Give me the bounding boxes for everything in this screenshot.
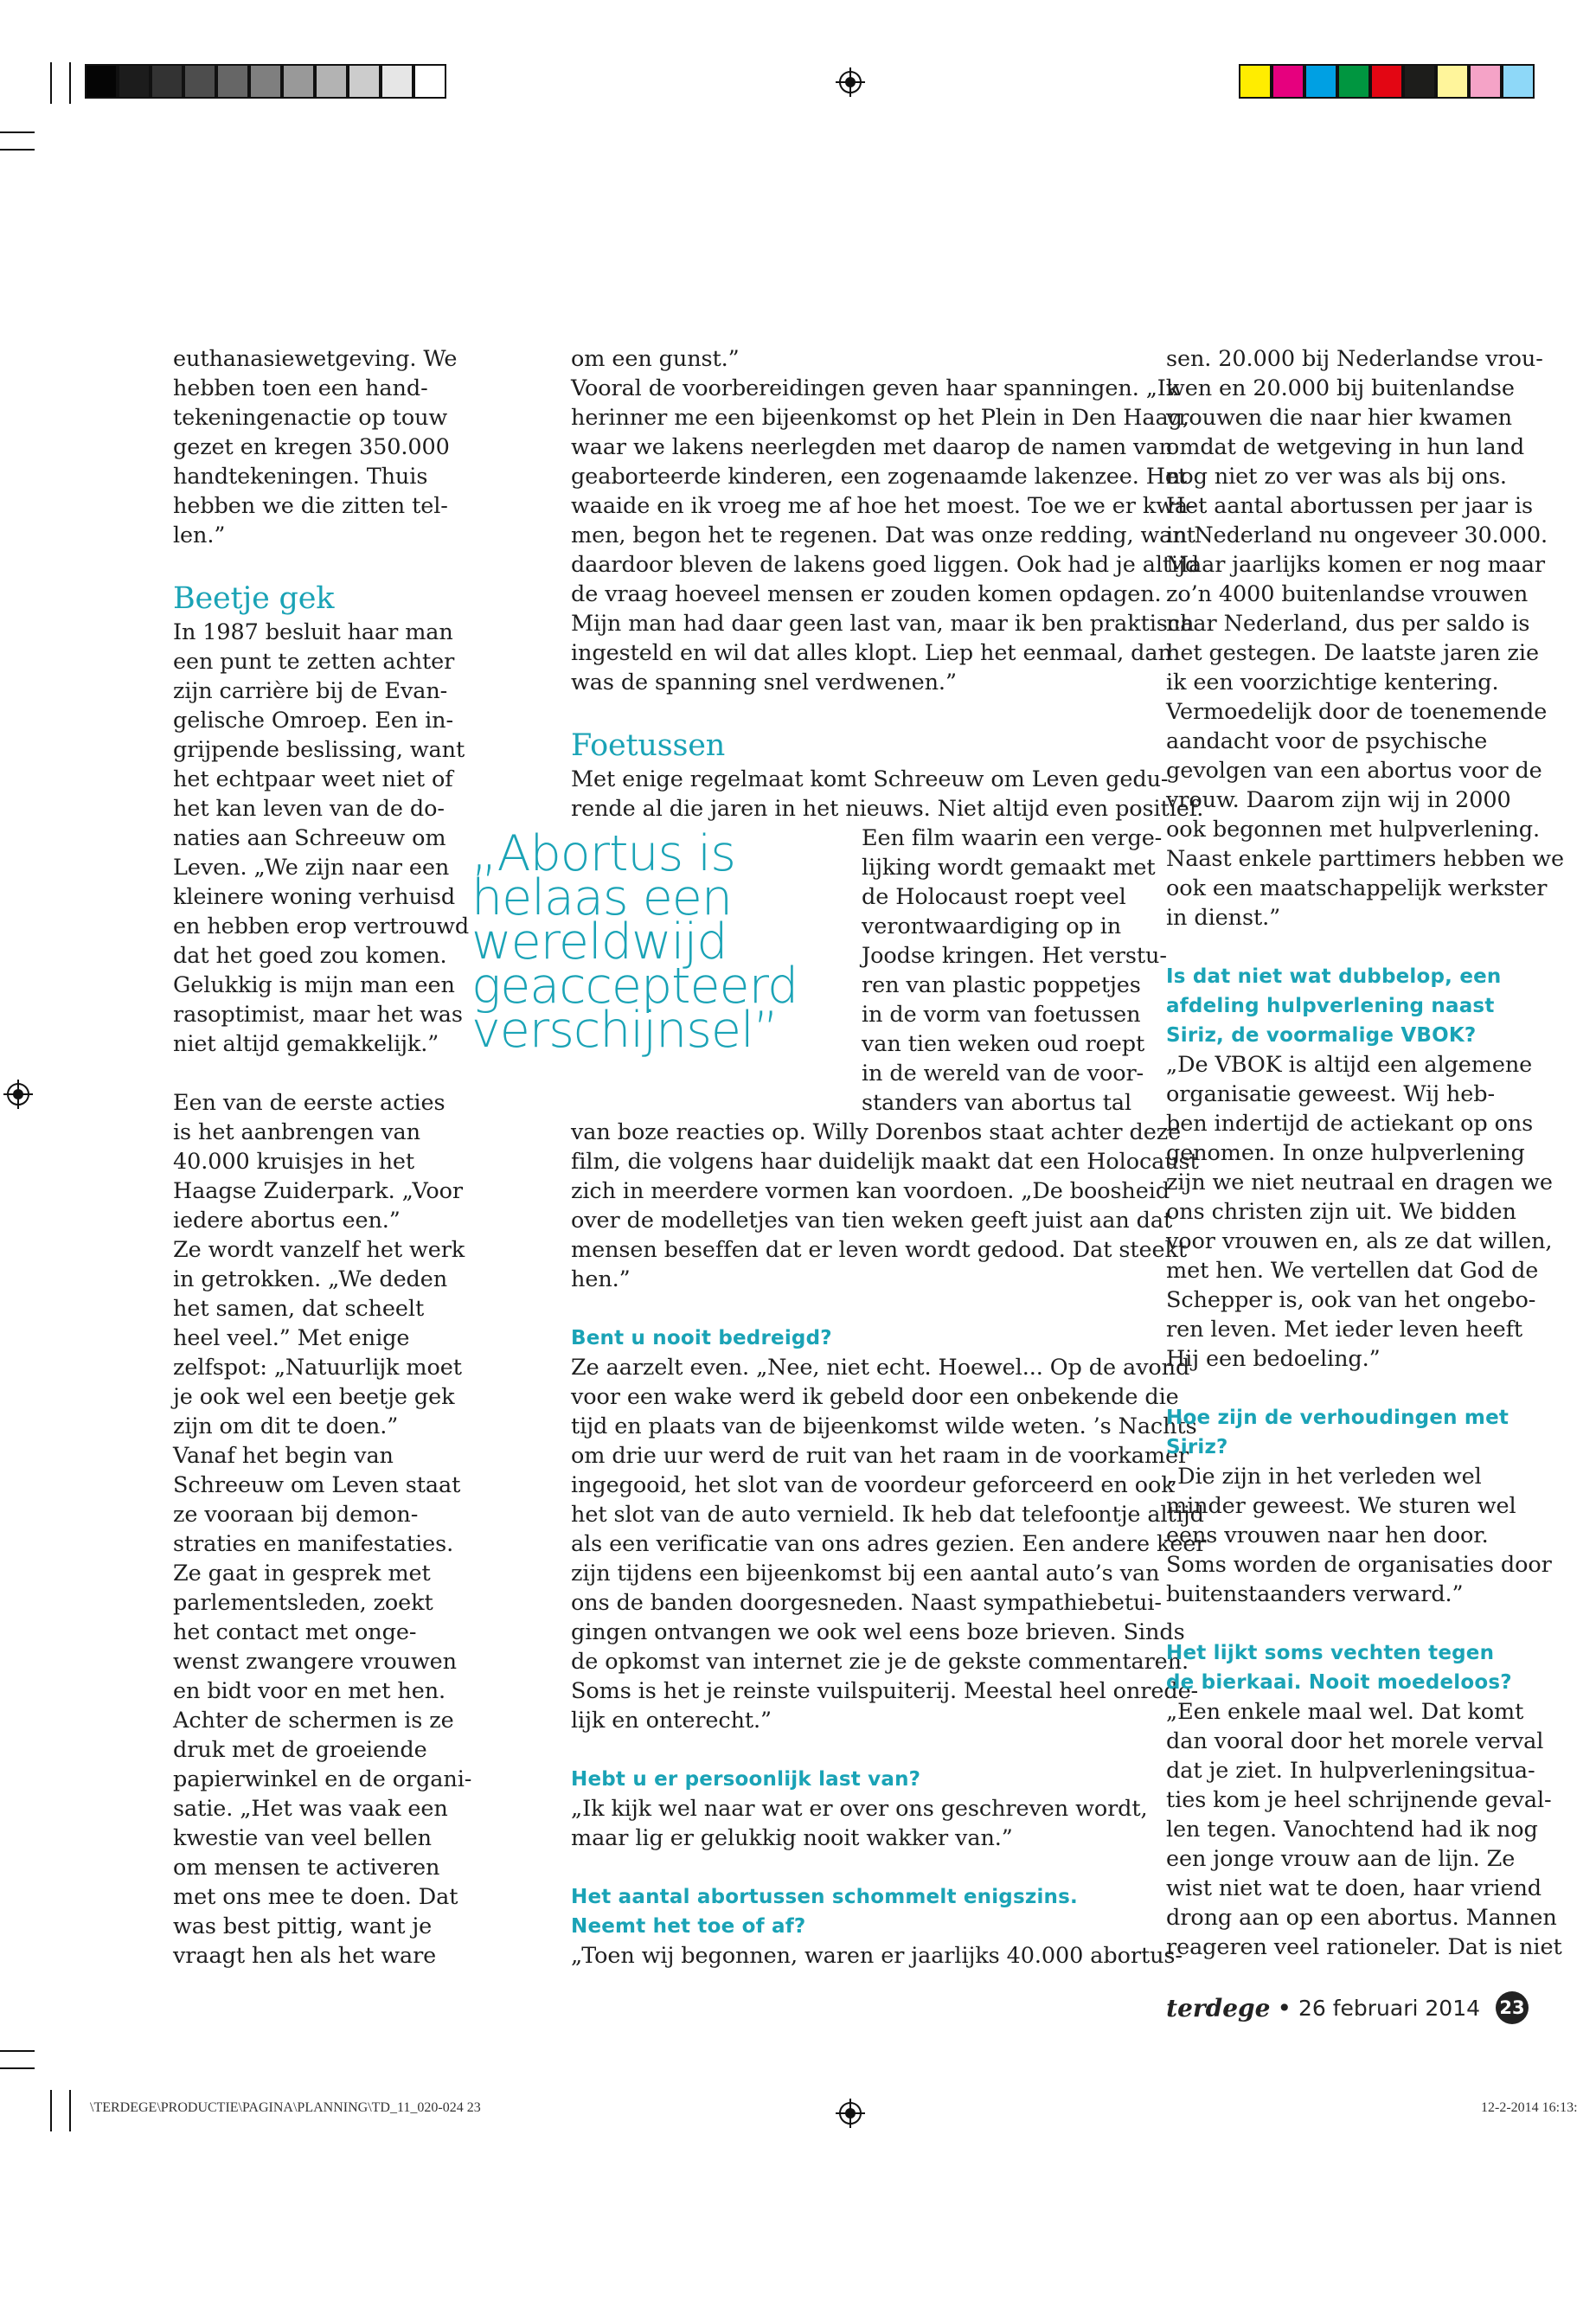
text-line: handtekeningen. Thuis [173,464,428,490]
text-line: herinner me een bijeenkomst op het Plein in Den Haag, [571,405,1189,431]
text-line: zijn carrière bij de Evan- [173,678,448,704]
interview-question [571,1765,1142,1794]
text-line: en bidt voor en met hen. [173,1678,446,1704]
text-line: „De VBOK is altijd een algemene [1166,1052,1533,1078]
text-line: „Een enkele maal wel. Dat komt [1166,1699,1524,1725]
text-line: Hij een bedoeling.” [1166,1346,1381,1372]
text-line: drong aan op een abortus. Mannen [1166,1905,1557,1931]
pull-quote-line: verschijnsel” [471,1002,779,1059]
text-line: de vraag hoeveel mensen er zouden komen opdagen. [571,581,1162,607]
text-line: Gelukkig is mijn man een [173,972,455,998]
text-line: het contact met onge- [173,1619,417,1645]
text-line: film, die volgens haar duidelijk maakt dat een Holocaust [571,1149,1199,1175]
interview-question [1166,1403,1529,1462]
text-line: het echtpaar weet niet of [173,766,453,792]
interview-answer [571,1941,1183,1971]
color-swatch [1436,64,1469,99]
question-line: Siriz, de voormalige VBOK? [1166,1024,1477,1047]
body-paragraph [571,765,1204,824]
text-line: Vooral de voorbereidingen geven haar spanningen. „Ik [571,375,1180,401]
text-line: om mensen te activeren [173,1855,440,1881]
text-line: kwestie van veel bellen [173,1825,432,1851]
question-line: Hebt u er persoonlijk last van? [571,1768,921,1791]
color-swatch [1304,64,1337,99]
text-line: Ze wordt vanzelf het werk [173,1237,465,1263]
text-line: verontwaardiging op in [862,913,1122,939]
text-line: heel veel.” Met enige [173,1325,410,1351]
text-line: In 1987 besluit haar man [173,619,453,645]
issue-date: 26 februari 2014 [1298,1995,1480,2021]
page-number: 23 [1496,1991,1529,2024]
text-line: zijn we niet neutraal en dragen we [1166,1170,1553,1195]
text-line: en hebben erop vertrouwd [173,913,470,939]
footer-separator: • [1277,1993,1292,2022]
text-line: om drie uur werd de ruit van het raam in de voorkamer [571,1443,1189,1469]
text-line: dat het goed zou komen. [173,943,447,969]
text-line: len.” [173,522,226,548]
color-swatch [118,64,151,99]
text-line: om een gunst.” [571,346,740,372]
text-line: Vanaf het begin van [173,1443,394,1469]
text-line: Leven. „We zijn naar een [173,855,450,881]
text-line: wenst zwangere vrouwen [173,1649,457,1675]
body-paragraph [571,344,1200,697]
article-column-1 [173,344,472,1971]
page-footer [1166,1991,1529,2024]
color-swatch [1502,64,1535,99]
text-line: met ons mee te doen. Dat [173,1884,458,1910]
text-line: Maar jaarlijks komen er nog maar [1166,552,1545,578]
color-swatch [1272,64,1304,99]
text-line: hebben toen een hand- [173,375,428,401]
text-line: len tegen. Vanochtend had ik nog [1166,1817,1538,1843]
text-line: Naast enkele parttimers hebben we [1166,846,1564,872]
article-column-3 [1166,344,1564,1962]
text-line: euthanasiewetgeving. We [173,346,458,372]
text-line: grijpende beslissing, want [173,737,465,763]
text-line: ren leven. Met ieder leven heeft [1166,1317,1523,1343]
color-swatch [315,64,348,99]
body-paragraph [173,1088,472,1971]
text-line: gelische Omroep. Een in- [173,708,453,734]
text-line: de Holocaust roept veel [862,884,1126,910]
text-line: waaide en ik vroeg me af hoe het moest. Toe we er kwa- [571,493,1195,519]
interview-answer [1166,1697,1562,1962]
text-line: gingen ontvangen we ook wel eens boze brieven. Sinds [571,1619,1185,1645]
grayscale-color-bar [85,64,446,99]
text-line: in dienst.” [1166,905,1281,931]
text-line: hen.” [571,1266,631,1292]
text-line: Een van de eerste acties [173,1090,445,1116]
color-swatch [1337,64,1370,99]
text-line: voor een wake werd ik gebeld door een onbekende die [571,1384,1179,1410]
crop-mark [0,131,35,133]
color-swatch [1469,64,1502,99]
text-line: met hen. We vertellen dat God de [1166,1258,1539,1284]
text-line: men, begon het te regenen. Dat was onze redding, want [571,522,1195,548]
text-line: kleinere woning verhuisd [173,884,456,910]
text-line: mensen beseffen dat er leven wordt gedood. Dat steekt [571,1237,1187,1263]
text-line: Schreeuw om Leven staat [173,1472,461,1498]
text-line: aandacht voor de psychische [1166,728,1488,754]
color-swatch [151,64,183,99]
text-line: ons christen zijn uit. We bidden [1166,1199,1516,1225]
text-line: je ook wel een beetje gek [173,1384,455,1410]
text-line: satie. „Het was vaak een [173,1796,448,1822]
registration-mark-icon [836,2099,865,2128]
color-swatch [1403,64,1436,99]
text-line: ren van plastic poppetjes [862,972,1141,998]
text-line: van boze reacties op. Willy Dorenbos staat achter deze [571,1119,1182,1145]
text-line: wen en 20.000 bij buitenlandse [1166,375,1515,401]
text-line: genomen. In onze hulpverlening [1166,1140,1525,1166]
text-line: is het aanbrengen van [173,1119,420,1145]
slug-timestamp: 12-2-2014 16:13: [1481,2100,1578,2115]
text-line: maar lig er gelukkig nooit wakker van.” [571,1825,1013,1851]
text-line: ingegooid, het slot van de voordeur geforceerd en ook [571,1472,1175,1498]
color-swatch [348,64,381,99]
question-line: afdeling hulpverlening naast [1166,995,1495,1017]
question-line: Neemt het toe of af? [571,1915,806,1938]
text-line: tekeningenactie op touw [173,405,448,431]
question-line: Bent u nooit bedreigd? [571,1327,832,1349]
text-line: vraagt hen als het ware [173,1943,437,1969]
text-line: daardoor bleven de lakens goed liggen. Ook had je altijd [571,552,1200,578]
text-line: rasoptimist, maar het was [173,1002,463,1028]
text-line: rende al die jaren in het nieuws. Niet altijd even positief. [571,796,1204,822]
text-line: „Die zijn in het verleden wel [1166,1464,1482,1490]
crop-mark [0,149,35,151]
text-line: zijn tijdens een bijeenkomst bij een aantal auto’s van [571,1561,1160,1586]
pull-quote-line: geaccepteerd [471,958,798,1015]
text-line: niet altijd gemakkelijk.” [173,1031,439,1057]
text-line: zijn om dit te doen.” [173,1413,399,1439]
text-line: nog niet zo ver was als bij ons. [1166,464,1507,490]
text-line: vrouw. Daarom zijn wij in 2000 [1166,787,1511,813]
text-line: ook een maatschappelijk werkster [1166,875,1548,901]
text-line: Ze aarzelt even. „Nee, niet echt. Hoewel... Op de avond [571,1355,1190,1381]
text-line: lijk en onterecht.” [571,1708,772,1734]
text-line: zich in meerdere vormen kan voordoen. „De boosheid [571,1178,1170,1204]
interview-answer [1166,1462,1552,1609]
pull-quote-line: wereldwijd [471,913,727,971]
slug-file-path: \TERDEGE\PRODUCTIE\PAGINA\PLANNING\TD_11_020-024 23 [90,2100,481,2115]
interview-answer [571,1794,1148,1853]
text-line: gevolgen van een abortus voor de [1166,758,1542,784]
text-line: ons de banden doorgesneden. Naast sympathiebetui- [571,1590,1162,1616]
text-line: de opkomst van internet zie je de gekste commentaren. [571,1649,1189,1675]
text-line: van tien weken oud roept [862,1031,1145,1057]
text-line: eens vrouwen naar hen door. [1166,1522,1489,1548]
text-line: standers van abortus tal [862,1090,1132,1116]
text-line: Het aantal abortussen per jaar is [1166,493,1534,519]
body-paragraph [571,1118,1199,1294]
text-line: naties aan Schreeuw om [173,825,446,851]
color-swatch [413,64,446,99]
text-line: het gestegen. De laatste jaren zie [1166,640,1539,666]
text-line: Mijn man had daar geen last van, maar ik ben praktisch [571,611,1195,637]
registration-mark-icon [836,67,865,97]
text-line: Haagse Zuiderpark. „Voor [173,1178,463,1204]
text-line: „Ik kijk wel naar wat er over ons geschreven wordt, [571,1796,1148,1822]
question-line: de bierkaai. Nooit moedeloos? [1166,1671,1512,1694]
text-line: in Nederland nu ongeveer 30.000. [1166,522,1548,548]
text-line: het kan leven van de do- [173,796,445,822]
text-line: Soms worden de organisaties door [1166,1552,1552,1578]
text-line: straties en manifestaties. [173,1531,454,1557]
color-swatch [381,64,413,99]
text-line: voor vrouwen en, als ze dat willen, [1166,1228,1553,1254]
crop-mark [0,2050,35,2052]
question-line: Hoe zijn de verhoudingen met [1166,1407,1509,1429]
color-swatch [282,64,315,99]
text-line: druk met de groeiende [173,1737,427,1763]
crop-mark [50,2090,52,2131]
text-line: iedere abortus een.” [173,1208,401,1234]
text-line: gezet en kregen 350.000 [173,434,450,460]
text-line: over de modelletjes van tien weken geeft juist aan dat [571,1208,1173,1234]
text-line: geaborteerde kinderen, een zogenaamde lakenzee. Het [571,464,1188,490]
text-line: minder geweest. We sturen wel [1166,1493,1516,1519]
body-paragraph [173,618,470,1059]
color-swatch [216,64,249,99]
interview-question [571,1324,1142,1353]
text-line: zo’n 4000 buitenlandse vrouwen [1166,581,1529,607]
body-paragraph [1166,344,1564,933]
registration-mark-icon [3,1080,33,1109]
text-line: ties kom je heel schrijnende geval- [1166,1787,1552,1813]
color-swatch [85,64,118,99]
text-line: zelfspot: „Natuurlijk moet [173,1355,462,1381]
text-line: papierwinkel en de organi- [173,1766,472,1792]
text-line: ook begonnen met hulpverlening. [1166,817,1541,843]
pull-quote-line: helaas een [471,869,732,926]
text-line: Achter de schermen is ze [173,1708,454,1734]
text-line: dan vooral door het morele verval [1166,1728,1544,1754]
text-line: Met enige regelmaat komt Schreeuw om Leven gedu- [571,766,1169,792]
crop-mark [50,62,52,104]
text-line: ben indertijd de actiekant op ons [1166,1111,1534,1137]
text-line: een punt te zetten achter [173,649,455,675]
text-line: het slot van de auto vernield. Ik heb dat telefoontje altijd [571,1502,1204,1528]
text-line: organisatie geweest. Wij heb- [1166,1081,1495,1107]
section-heading: Foetussen [571,728,726,763]
text-line: tijd en plaats van de bijeenkomst wilde weten. ’s Nachts [571,1413,1197,1439]
color-swatch [1239,64,1272,99]
text-line: Een film waarin een verge- [862,825,1163,851]
text-line: Ze gaat in gesprek met [173,1561,431,1586]
text-line: als een verificatie van ons adres gezien. Een andere keer [571,1531,1207,1557]
text-line: wist niet wat te doen, haar vriend [1166,1875,1542,1901]
text-line: Soms is het je reinste vuilspuiterij. Meestal heel onrede- [571,1678,1199,1704]
question-line: Is dat niet wat dubbelop, een [1166,965,1502,988]
text-line: dat je ziet. In hulpverleningsitua- [1166,1758,1535,1784]
color-swatch [1370,64,1403,99]
text-line: vrouwen die naar hier kwamen [1166,405,1512,431]
text-line: omdat de wetgeving in hun land [1166,434,1525,460]
text-line: lijking wordt gemaakt met [862,855,1156,881]
text-line: in getrokken. „We deden [173,1266,448,1292]
question-line: Siriz? [1166,1436,1228,1458]
text-line: ingesteld en wil dat alles klopt. Liep het eenmaal, dan [571,640,1172,666]
question-line: Het lijkt soms vechten tegen [1166,1642,1495,1664]
text-line: het samen, dat scheelt [173,1296,425,1322]
text-line: 40.000 kruisjes in het [173,1149,415,1175]
pull-quote-line: „Abortus is [471,825,735,882]
interview-question [1166,962,1529,1050]
text-line: sen. 20.000 bij Nederlandse vrou- [1166,346,1543,372]
text-line: Joodse kringen. Het verstu- [862,943,1167,969]
text-line: „Toen wij begonnen, waren er jaarlijks 40.000 abortus- [571,1943,1183,1969]
text-line: was de spanning snel verdwenen.” [571,670,957,695]
interview-answer [1166,1050,1553,1374]
text-line: in de vorm van foetussen [862,1002,1141,1028]
text-line: in de wereld van de voor- [862,1061,1144,1086]
text-line: reageren veel rationeler. Dat is niet [1166,1934,1562,1960]
text-line: was best pittig, want je [173,1913,433,1939]
interview-question [571,1882,1142,1941]
text-line: ze vooraan bij demon- [173,1502,419,1528]
body-paragraph [173,344,458,550]
magazine-logo: terdege [1166,1993,1271,2022]
pull-quote [471,825,817,1059]
question-line: Het aantal abortussen schommelt enigszins. [571,1886,1078,1908]
interview-question [1166,1638,1529,1697]
text-line: waar we lakens neerlegden met daarop de namen van [571,434,1173,460]
crop-mark [69,2090,71,2131]
text-line: naar Nederland, dus per saldo is [1166,611,1530,637]
color-swatch [249,64,282,99]
text-line: Schepper is, ook van het ongebo- [1166,1287,1536,1313]
text-line: Vermoedelijk door de toenemende [1166,699,1548,725]
crop-mark [69,62,71,104]
text-line: hebben we die zitten tel- [173,493,448,519]
color-swatch [183,64,216,99]
section-heading: Beetje gek [173,581,335,616]
text-line: parlementsleden, zoekt [173,1590,433,1616]
process-color-bar [1239,64,1535,99]
text-line: een jonge vrouw aan de lijn. Ze [1166,1846,1516,1872]
text-line: ik een voorzichtige kentering. [1166,670,1499,695]
text-line: buitenstaanders verward.” [1166,1581,1464,1607]
crop-mark [0,2067,35,2069]
